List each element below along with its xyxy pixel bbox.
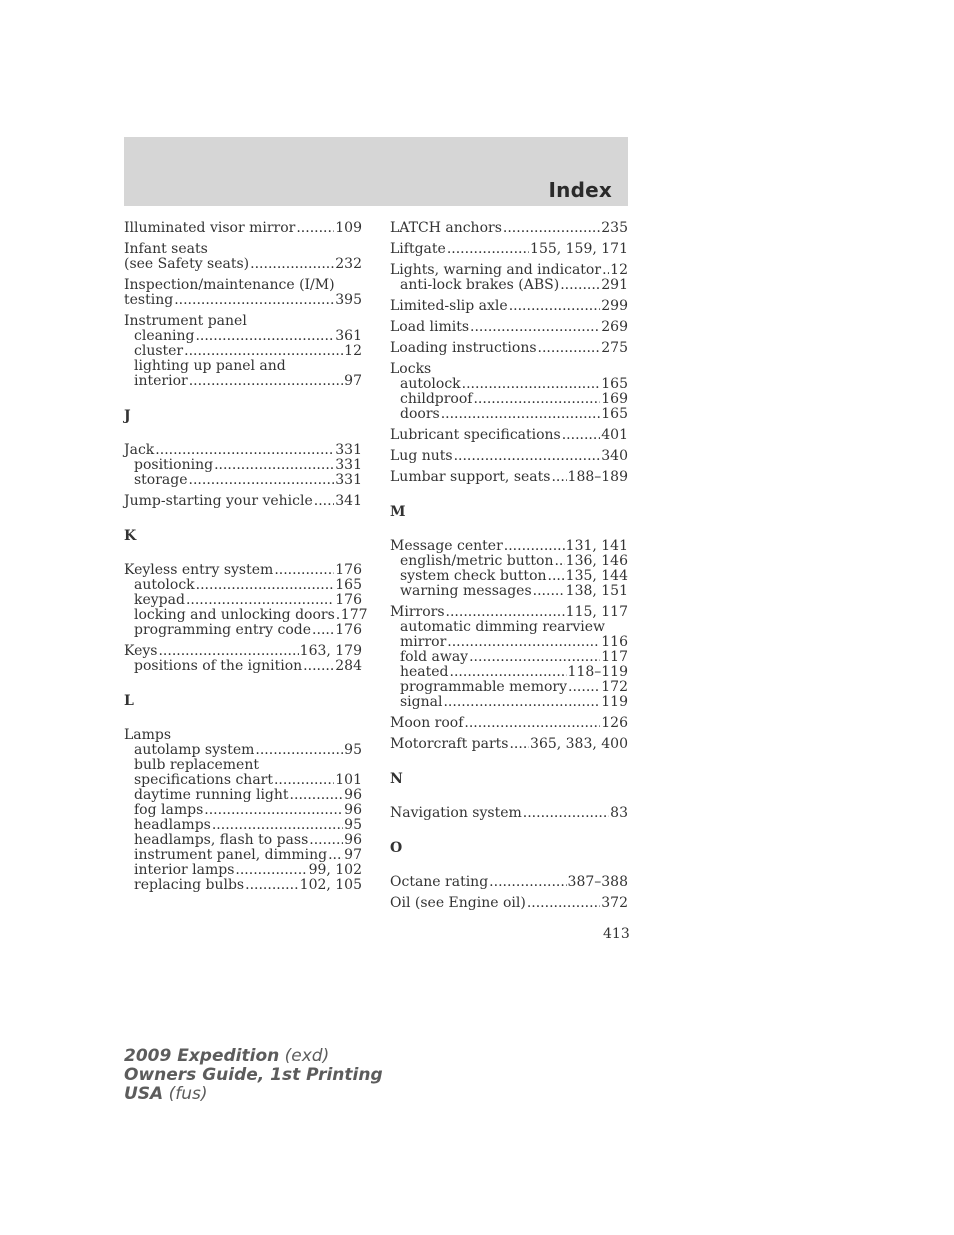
index-entry-line [124,314,362,329]
entry-text: keypad [134,592,185,608]
index-entry-line [390,806,628,821]
page-title: Index [548,178,612,202]
dot-leader [462,377,601,392]
dot-leader [274,563,334,578]
entry-text: testing [124,292,174,308]
index-subentry-line [390,650,628,665]
entry-page: 291 [601,277,628,293]
dot-leader [235,863,307,878]
index-entry [390,221,628,236]
entry-page: 117 [601,649,628,665]
entry-text: interior lamps [134,862,235,878]
dot-leader [296,221,334,236]
entry-text: mirror [400,634,447,650]
entry-page: 115, 117 [565,604,628,620]
entry-page: 126 [601,715,628,731]
entry-text: bulb replacement [134,757,259,773]
index-column-left [124,220,368,899]
index-entry [390,470,628,485]
entry-text: Motorcraft parts [390,736,509,752]
footer-model: 2009 Expedition [124,1046,280,1066]
dot-leader [441,407,601,422]
entry-page: 138, 151 [565,583,628,599]
index-subentry-line [124,593,362,608]
entry-page: 99, 102 [308,862,362,878]
entry-text: specifications chart [134,772,273,788]
index-subentry-line [124,623,362,638]
entry-text: Keyless entry system [124,562,274,578]
entry-text: positions of the ignition [134,658,303,674]
dot-leader [303,659,334,674]
entry-text: programmable memory [400,679,568,695]
index-entry [390,341,628,356]
entry-page: 165 [601,376,628,392]
entry-page: 96 [344,787,362,803]
entry-text: Illuminated visor mirror [124,220,296,236]
entry-page: 96 [344,832,362,848]
dot-leader [184,344,343,359]
entry-page: 331 [335,472,362,488]
index-entry-line [390,605,628,620]
entry-text: cleaning [134,328,195,344]
entry-text: Keys [124,643,158,659]
entry-page: 284 [335,658,362,674]
dot-leader [186,593,334,608]
index-subentry-line [390,695,628,710]
footer-line-1 [124,1047,383,1066]
entry-text: programming entry code [134,622,312,638]
index-subentry-line [390,569,628,584]
index-entry-line [390,221,628,236]
footer-line-3 [124,1085,383,1104]
entry-page: 331 [335,442,362,458]
entry-text: headlamps, flash to pass [134,832,309,848]
dot-leader [469,650,600,665]
index-entry-line [390,362,628,377]
index-subentry-line [390,278,628,293]
index-entry [390,320,628,335]
index-entry-line [390,299,628,314]
entry-text: Message center [390,538,503,554]
index-subentry-line [390,377,628,392]
index-entry [390,362,628,422]
dot-leader [312,623,334,638]
dot-leader [464,716,600,731]
dot-leader [533,584,565,599]
index-entry [390,449,628,464]
header-band [124,137,628,206]
dot-leader [255,743,343,758]
dot-leader [196,578,335,593]
entry-text: fog lamps [134,802,204,818]
entry-text: lighting up panel and [134,358,286,374]
dot-leader [562,428,601,443]
entry-text: Inspection/maintenance (I/M) [124,277,335,293]
index-subentry-line [124,788,362,803]
section-letter: N [390,771,403,787]
index-entry [124,242,362,272]
index-entry-line [124,443,362,458]
index-entry [390,428,628,443]
entry-text: autolock [134,577,195,593]
entry-page: 188–189 [567,469,628,485]
dot-leader [551,470,566,485]
dot-leader [245,878,299,893]
dot-leader [204,803,343,818]
index-subentry-line [124,743,362,758]
dot-leader [336,608,340,623]
entry-text: anti-lock brakes (ABS) [400,277,560,293]
dot-leader [189,374,343,389]
entry-page: 102, 105 [299,877,362,893]
footer-guide: Owners Guide, 1st Printing [124,1065,383,1085]
entry-page: 83 [610,805,628,821]
index-subentry-line [124,818,362,833]
entry-page: 331 [335,457,362,473]
entry-text: Infant seats [124,241,208,257]
entry-text: system check button [400,568,547,584]
index-entry [390,242,628,257]
entry-text: Instrument panel [124,313,247,329]
entry-page: 95 [344,817,362,833]
index-entry [390,263,628,293]
entry-page: 269 [601,319,628,335]
index-entry-line [390,539,628,554]
dot-leader [250,257,334,272]
entry-text: childproof [400,391,473,407]
entry-text: automatic dimming rearview [400,619,606,635]
dot-leader [274,773,334,788]
entry-text: Lubricant specifications [390,427,561,443]
entry-text: daytime running light [134,787,289,803]
entry-page: 118–119 [567,664,628,680]
dot-leader [328,848,343,863]
entry-page: 131, 141 [565,538,628,554]
index-entry [390,737,628,752]
entry-page: 96 [344,802,362,818]
entry-text: Locks [390,361,432,377]
entry-text: positioning [134,457,214,473]
footer-model-code: (exd) [279,1046,330,1066]
index-subentry-line [124,758,362,773]
entry-text: instrument panel, dimming [134,847,328,863]
entry-page: 177 [340,607,368,623]
dot-leader [568,680,600,695]
entry-page: 97 [344,373,362,389]
entry-page: 275 [601,340,628,356]
entry-text: Jack [124,442,155,458]
dot-leader [548,569,565,584]
index-subentry-line [124,863,362,878]
index-subentry-line [390,635,628,650]
section-letter: M [390,504,406,520]
entry-text: Loading instructions [390,340,537,356]
entry-page: 155, 159, 171 [530,241,628,257]
index-entry-line [390,737,628,752]
entry-page: 299 [601,298,628,314]
entry-text: (see Safety seats) [124,256,250,272]
dot-leader [443,695,600,710]
index-subentry-line [124,803,362,818]
index-subentry-line [124,344,362,359]
index-subentry-line [124,578,362,593]
entry-page: 172 [601,679,628,695]
index-entry-line [390,341,628,356]
entry-text: Limited-slip axle [390,298,508,314]
dot-leader [314,494,334,509]
index-entry [124,728,362,893]
index-entry-line [124,644,362,659]
entry-text: fold away [400,649,469,665]
index-entry-line [390,320,628,335]
index-entry [124,562,368,638]
entry-page: 365, 383, 400 [530,736,628,752]
entry-page: 165 [601,406,628,422]
index-subentry-line [390,554,628,569]
section-letter: J [124,408,131,424]
entry-page: 340 [601,448,628,464]
index-entry [124,644,362,674]
entry-text: replacing bulbs [134,877,245,893]
entry-page: 12 [344,343,362,359]
index-subentry-line [390,392,628,407]
index-subentry-line [124,374,362,389]
index-entry-line [124,563,362,578]
index-subentry-line [390,680,628,695]
dot-leader [214,458,334,473]
index-entry-line [124,293,362,308]
entry-text: Octane rating [390,874,489,890]
dot-leader [155,443,334,458]
dot-leader [489,875,566,890]
index-subentry-line [390,620,628,635]
index-entry-line [124,242,362,257]
dot-leader [195,329,334,344]
entry-page: 361 [335,328,362,344]
entry-page: 176 [335,562,362,578]
index-subentry-line [390,584,628,599]
footer-market-code: (fus) [163,1084,208,1104]
index-subentry-line [124,607,368,623]
entry-page: 169 [601,391,628,407]
dot-leader [470,320,600,335]
index-entry [390,539,628,599]
entry-page: 101 [335,772,362,788]
entry-page: 176 [335,592,362,608]
entry-page: 116 [601,634,628,650]
footer-market: USA [124,1084,164,1104]
index-entry-line [124,257,362,272]
dot-leader [446,605,565,620]
entry-text: signal [400,694,443,710]
index-entry-line [124,728,362,743]
entry-page: 12 [610,262,628,278]
entry-text: english/metric button [400,553,554,569]
index-subentry-line [124,773,362,788]
dot-leader [527,896,600,911]
entry-text: Oil (see Engine oil) [390,895,526,911]
index-entry [124,278,362,308]
index-entry [124,494,362,509]
entry-page: 109 [335,220,362,236]
dot-leader [189,473,335,488]
entry-text: Liftgate [390,241,446,257]
section-letter: L [124,693,134,709]
entry-text: Lumbar support, seats [390,469,551,485]
index-entry [124,314,362,389]
entry-page: 372 [601,895,628,911]
dot-leader [523,806,609,821]
section-letter: K [124,528,137,544]
footer-line-2 [124,1066,383,1085]
dot-leader [450,665,567,680]
index-entry-line [124,278,362,293]
dot-leader [538,341,601,356]
entry-text: Navigation system [390,805,522,821]
entry-text: Jump-starting your vehicle [124,493,313,509]
entry-text: autolamp system [134,742,255,758]
entry-page: 235 [601,220,628,236]
dot-leader [212,818,343,833]
index-entry [390,896,628,911]
index-entry-line [390,263,628,278]
entry-text: Lug nuts [390,448,453,464]
index-subentry-line [390,665,628,680]
entry-page: 341 [335,493,362,509]
dot-leader [290,788,344,803]
index-entry [390,716,628,731]
dot-leader [509,737,529,752]
dot-leader [473,392,600,407]
entry-text: storage [134,472,188,488]
dot-leader [504,539,565,554]
index-entry-line [390,716,628,731]
dot-leader [174,293,334,308]
entry-text: Mirrors [390,604,445,620]
entry-text: interior [134,373,188,389]
index-subentry-line [124,833,362,848]
index-subentry-line [124,848,362,863]
index-entry-line [390,449,628,464]
dot-leader [454,449,601,464]
footer [124,1047,383,1104]
dot-leader [158,644,298,659]
entry-page: 136, 146 [565,553,628,569]
entry-page: 395 [335,292,362,308]
entry-text: locking and unlocking doors [134,607,335,623]
index-subentry-line [124,878,362,893]
index-entry-line [124,494,362,509]
index-subentry-line [124,659,362,674]
entry-page: 135, 144 [565,568,628,584]
dot-leader [509,299,601,314]
entry-text: LATCH anchors [390,220,502,236]
entry-text: Load limits [390,319,470,335]
index-column-right [390,221,628,917]
section-letter: O [390,840,403,856]
index-entry [390,299,628,314]
index-subentry-line [124,473,362,488]
dot-leader [554,554,564,569]
index-entry-line [124,221,362,236]
entry-page: 387–388 [567,874,628,890]
index-entry-line [390,470,628,485]
dot-leader [309,833,343,848]
index-subentry-line [390,407,628,422]
entry-page: 163, 179 [299,643,362,659]
entry-text: heated [400,664,449,680]
index-entry-line [390,896,628,911]
index-entry-line [390,428,628,443]
entry-page: 95 [344,742,362,758]
index-subentry-line [124,458,362,473]
index-entry [390,875,628,890]
entry-text: Lamps [124,727,172,743]
entry-text: warning messages [400,583,532,599]
dot-leader [560,278,600,293]
index-subentry-line [124,329,362,344]
entry-text: Lights, warning and indicator [390,262,602,278]
page-number: 413 [603,926,630,942]
index-entry [390,605,628,710]
entry-page: 401 [601,427,628,443]
entry-text: Moon roof [390,715,464,731]
entry-page: 232 [335,256,362,272]
dot-leader [447,242,529,257]
index-entry-line [390,242,628,257]
index-entry [124,443,362,488]
entry-page: 97 [344,847,362,863]
entry-page: 165 [335,577,362,593]
index-subentry-line [124,359,362,374]
entry-text: headlamps [134,817,211,833]
dot-leader [447,635,600,650]
entry-text: doors [400,406,440,422]
index-entry [124,221,362,236]
entry-page: 119 [601,694,628,710]
index-entry [390,806,628,821]
dot-leader [503,221,600,236]
entry-text: autolock [400,376,461,392]
entry-text: cluster [134,343,184,359]
dot-leader [602,263,609,278]
index-entry-line [390,875,628,890]
entry-page: 176 [335,622,362,638]
